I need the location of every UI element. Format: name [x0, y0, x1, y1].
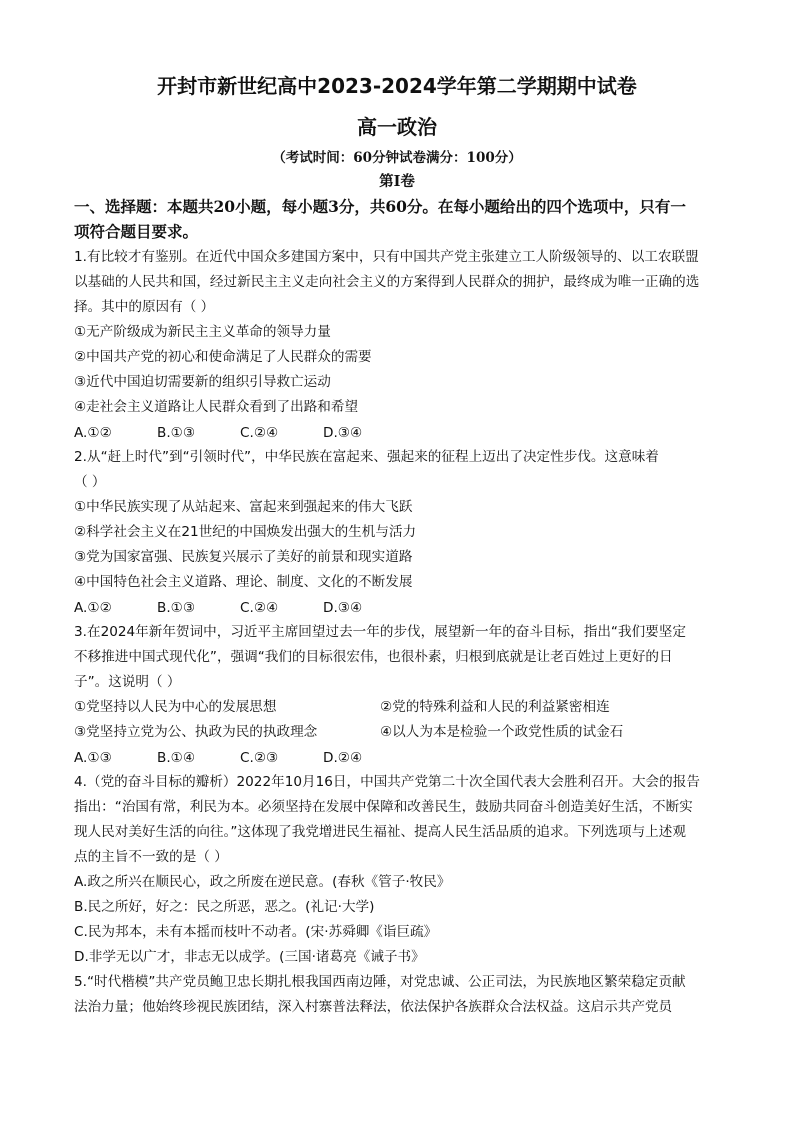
- q5-stem-line: 5.“时代楷模”共产党员鲍卫忠长期扎根我国西南边陲，对党忠诚、公正司法，为民族地区繁荣稳定贡献: [74, 974, 686, 990]
- q4-option: A.政之所兴在顺民心，政之所废在逆民意。(春秋《管子·牧民》: [74, 874, 451, 890]
- q3-option: ④以人为本是检验一个政党性质的试金石: [380, 724, 624, 740]
- choice-b: B.①④: [157, 750, 196, 766]
- q3-option: ③党坚持立党为公、执政为民的执政理念: [74, 724, 318, 740]
- q1-stem-line: 以基础的人民共和国，经过新民主主义走向社会主义的方案得到人民群众的拥护，最终成为唯一正确的选: [74, 274, 700, 290]
- choice-d: D.③④: [323, 600, 363, 616]
- choice-d: D.③④: [323, 425, 363, 441]
- q1-choices: [74, 421, 406, 446]
- subject-title: 高一政治: [357, 115, 437, 139]
- q3-stem-line: 子”。这说明（ ）: [74, 674, 181, 690]
- choice-a: A.①②: [74, 600, 112, 616]
- q1-option: ③近代中国迫切需要新的组织引导救亡运动: [74, 374, 331, 390]
- q1-stem-line: 1.有比较才有鉴别。在近代中国众多建国方案中，只有中国共产党主张建立工人阶级领导的、以工农联盟: [74, 249, 699, 265]
- q3-choices: [74, 746, 406, 771]
- q2-option: ①中华民族实现了从站起来、富起来到强起来的伟大飞跃: [74, 499, 413, 515]
- choice-c: C.②④: [240, 425, 279, 441]
- q3-stem-line: 3.在2024年新年贺词中，习近平主席回望过去一年的步伐，展望新一年的奋斗目标，指出“我们要坚定: [74, 624, 686, 640]
- q1-option: ②中国共产党的初心和使命满足了人民群众的需要: [74, 349, 372, 365]
- q1-option: ④走社会主义道路让人民群众看到了出路和希望: [74, 399, 359, 415]
- choice-a: A.①③: [74, 750, 112, 766]
- q1-stem-line: 择。其中的原因有（ ）: [74, 299, 215, 315]
- exam-title: 开封市新世纪高中2023-2024学年第二学期期中试卷: [157, 74, 637, 98]
- choice-b: B.①③: [157, 600, 196, 616]
- volume-label: 第I卷: [379, 173, 415, 190]
- choice-a: A.①②: [74, 425, 112, 441]
- q4-option: B.民之所好，好之：民之所恶，恶之。(礼记·大学): [74, 899, 375, 915]
- section-heading-cont: 项符合题目要求。: [74, 222, 199, 241]
- section-heading: 一、选择题：本题共20小题，每小题3分，共60分。在每小题给出的四个选项中，只有一: [74, 197, 686, 216]
- q4-option: D.非学无以广才，非志无以成学。(三国·诸葛亮《诫子书》: [74, 949, 425, 965]
- exam-info: （考试时间：60分钟试卷满分：100分）: [272, 150, 522, 166]
- q4-stem-line: 4.（党的奋斗目标的瓣析）2022年10月16日，中国共产党第二十次全国代表大会胜利召开。大会的报告: [74, 774, 700, 790]
- q3-option: ①党坚持以人民为中心的发展思想: [74, 699, 277, 715]
- q5-stem-line: 法治力量；他始终珍视民族团结，深入村寨普法释法，依法保护各族群众合法权益。这启示共产党员: [74, 999, 673, 1015]
- q2-option: ④中国特色社会主义道路、理论、制度、文化的不断发展: [74, 574, 413, 590]
- q2-choices: [74, 596, 406, 621]
- q2-option: ②科学社会主义在21世纪的中国焕发出强大的生机与活力: [74, 524, 417, 540]
- choice-b: B.①③: [157, 425, 196, 441]
- q2-stem-line: 2.从“赶上时代”到“引领时代”，中华民族在富起来、强起来的征程上迈出了决定性步伐。这意味着: [74, 449, 659, 465]
- q2-stem-line: （ ）: [74, 474, 106, 490]
- q4-stem-line: 现人民对美好生活的向往。”这体现了我党增进民生福祉、提高人民生活品质的追求。下列选项与上述观: [74, 824, 686, 840]
- q4-option: C.民为邦本，未有本摇而枝叶不动者。(宋·苏舜卿《诣巨疏》: [74, 924, 438, 940]
- q3-option: ②党的特殊利益和人民的利益紧密相连: [380, 699, 610, 715]
- choice-c: C.②④: [240, 600, 279, 616]
- q3-stem-line: 不移推进中国式现代化”，强调“我们的目标很宏伟，也很朴素，归根到底就是让老百姓过上更好的日: [74, 649, 673, 665]
- choice-d: D.②④: [323, 750, 363, 766]
- q2-option: ③党为国家富强、民族复兴展示了美好的前景和现实道路: [74, 549, 413, 565]
- q4-stem-line: 指出：“治国有常，利民为本。必须坚持在发展中保障和改善民生，鼓励共同奋斗创造美好生活，不断实: [74, 799, 693, 815]
- q4-stem-line: 点的主旨不一致的是（ ）: [74, 849, 228, 865]
- choice-c: C.②③: [240, 750, 279, 766]
- q1-option: ①无产阶级成为新民主主义革命的领导力量: [74, 324, 331, 340]
